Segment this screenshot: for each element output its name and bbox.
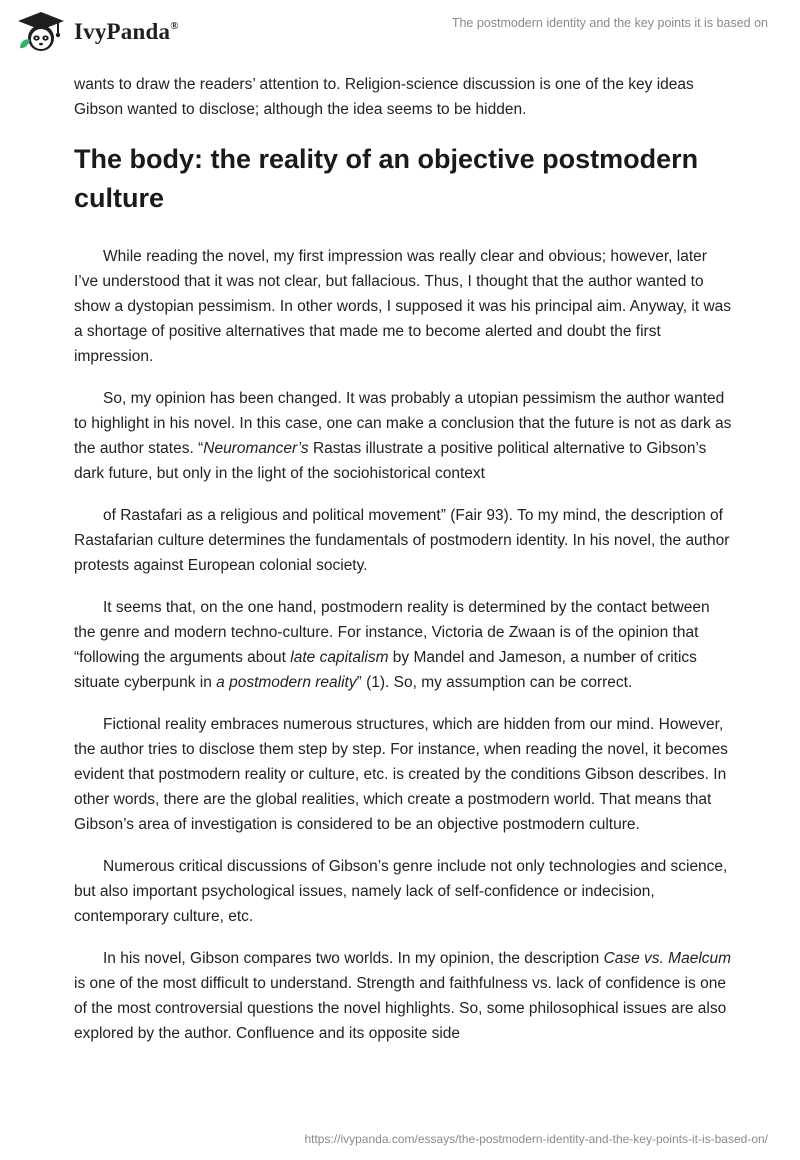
paragraph: It seems that, on the one hand, postmodern reality is determined by the contact between the genre and modern techno-culture. For instance, Victoria de Zwaan is of the opinion that “following the arguments about late capitalism by Mandel and Jameson, a number of critics situate cyberpunk in a postmodern reality” (1). So, my assumption can be correct. xyxy=(74,599,710,691)
paragraph: Numerous critical discussions of Gibson’s genre include not only technologies and science, but also important psychological issues, namely lack of self-confidence or indecision, contemporary culture, etc. xyxy=(74,858,728,925)
essay-body xyxy=(74,72,734,1063)
paragraph: In his novel, Gibson compares two worlds. In my opinion, the description Case vs. Maelcum is one of the most difficult to understand. Strength and faithfulness vs. lack of confidence is one of the most controversial questions the novel highlights. So, some philosophical issues are also explored by the author. Confluence and its opposite side xyxy=(74,950,732,1042)
source-url-link[interactable]: https://ivypanda.com/essays/the-postmodern-identity-and-the-key-points-it-is-based-on/ xyxy=(304,1132,768,1146)
panda-graduate-icon xyxy=(14,10,68,54)
document-title: The postmodern identity and the key points it is based on xyxy=(451,16,768,30)
section-heading: The body: the reality of an objective postmodern culture xyxy=(74,144,699,213)
brand-name: IvyPanda® xyxy=(74,19,179,44)
paragraph-intro: wants to draw the readers’ attention to. Religion-science discussion is one of the key ideas Gibson wanted to disclose; although the idea seems to be hidden. xyxy=(74,76,694,118)
paragraph: While reading the novel, my first impression was really clear and obvious; however, later I’ve understood that it was not clear, but fallacious. Thus, I thought that the author wanted to show a dystopian pessimism. In other words, I supposed it was his principal aim. Anyway, it was a shortage of positive alternatives that made me to become alerted and doubt the first impression. xyxy=(74,248,732,365)
paragraph: Fictional reality embraces numerous structures, which are hidden from our mind. However, the author tries to disclose them step by step. For instance, when reading the novel, it becomes evident that postmodern reality or culture, etc. is created by the conditions Gibson describes. In other words, there are the global realities, which create a postmodern world. That means that Gibson’s area of investigation is considered to be an objective postmodern culture. xyxy=(74,716,728,833)
ivypanda-logo[interactable] xyxy=(14,10,179,54)
paragraph: So, my opinion has been changed. It was probably a utopian pessimism the author wanted to highlight in his novel. In this case, one can make a conclusion that the future is not as dark as the author states. “Neuromancer’s Rastas illustrate a positive political alternative to Gibson’s dark future, but only in the light of the sociohistorical context xyxy=(74,390,732,482)
paragraph: of Rastafari as a religious and political movement” (Fair 93). To my mind, the description of Rastafarian culture determines the fundamentals of postmodern identity. In his novel, the author protests against European colonial society. xyxy=(74,507,730,574)
page-header xyxy=(0,0,800,62)
